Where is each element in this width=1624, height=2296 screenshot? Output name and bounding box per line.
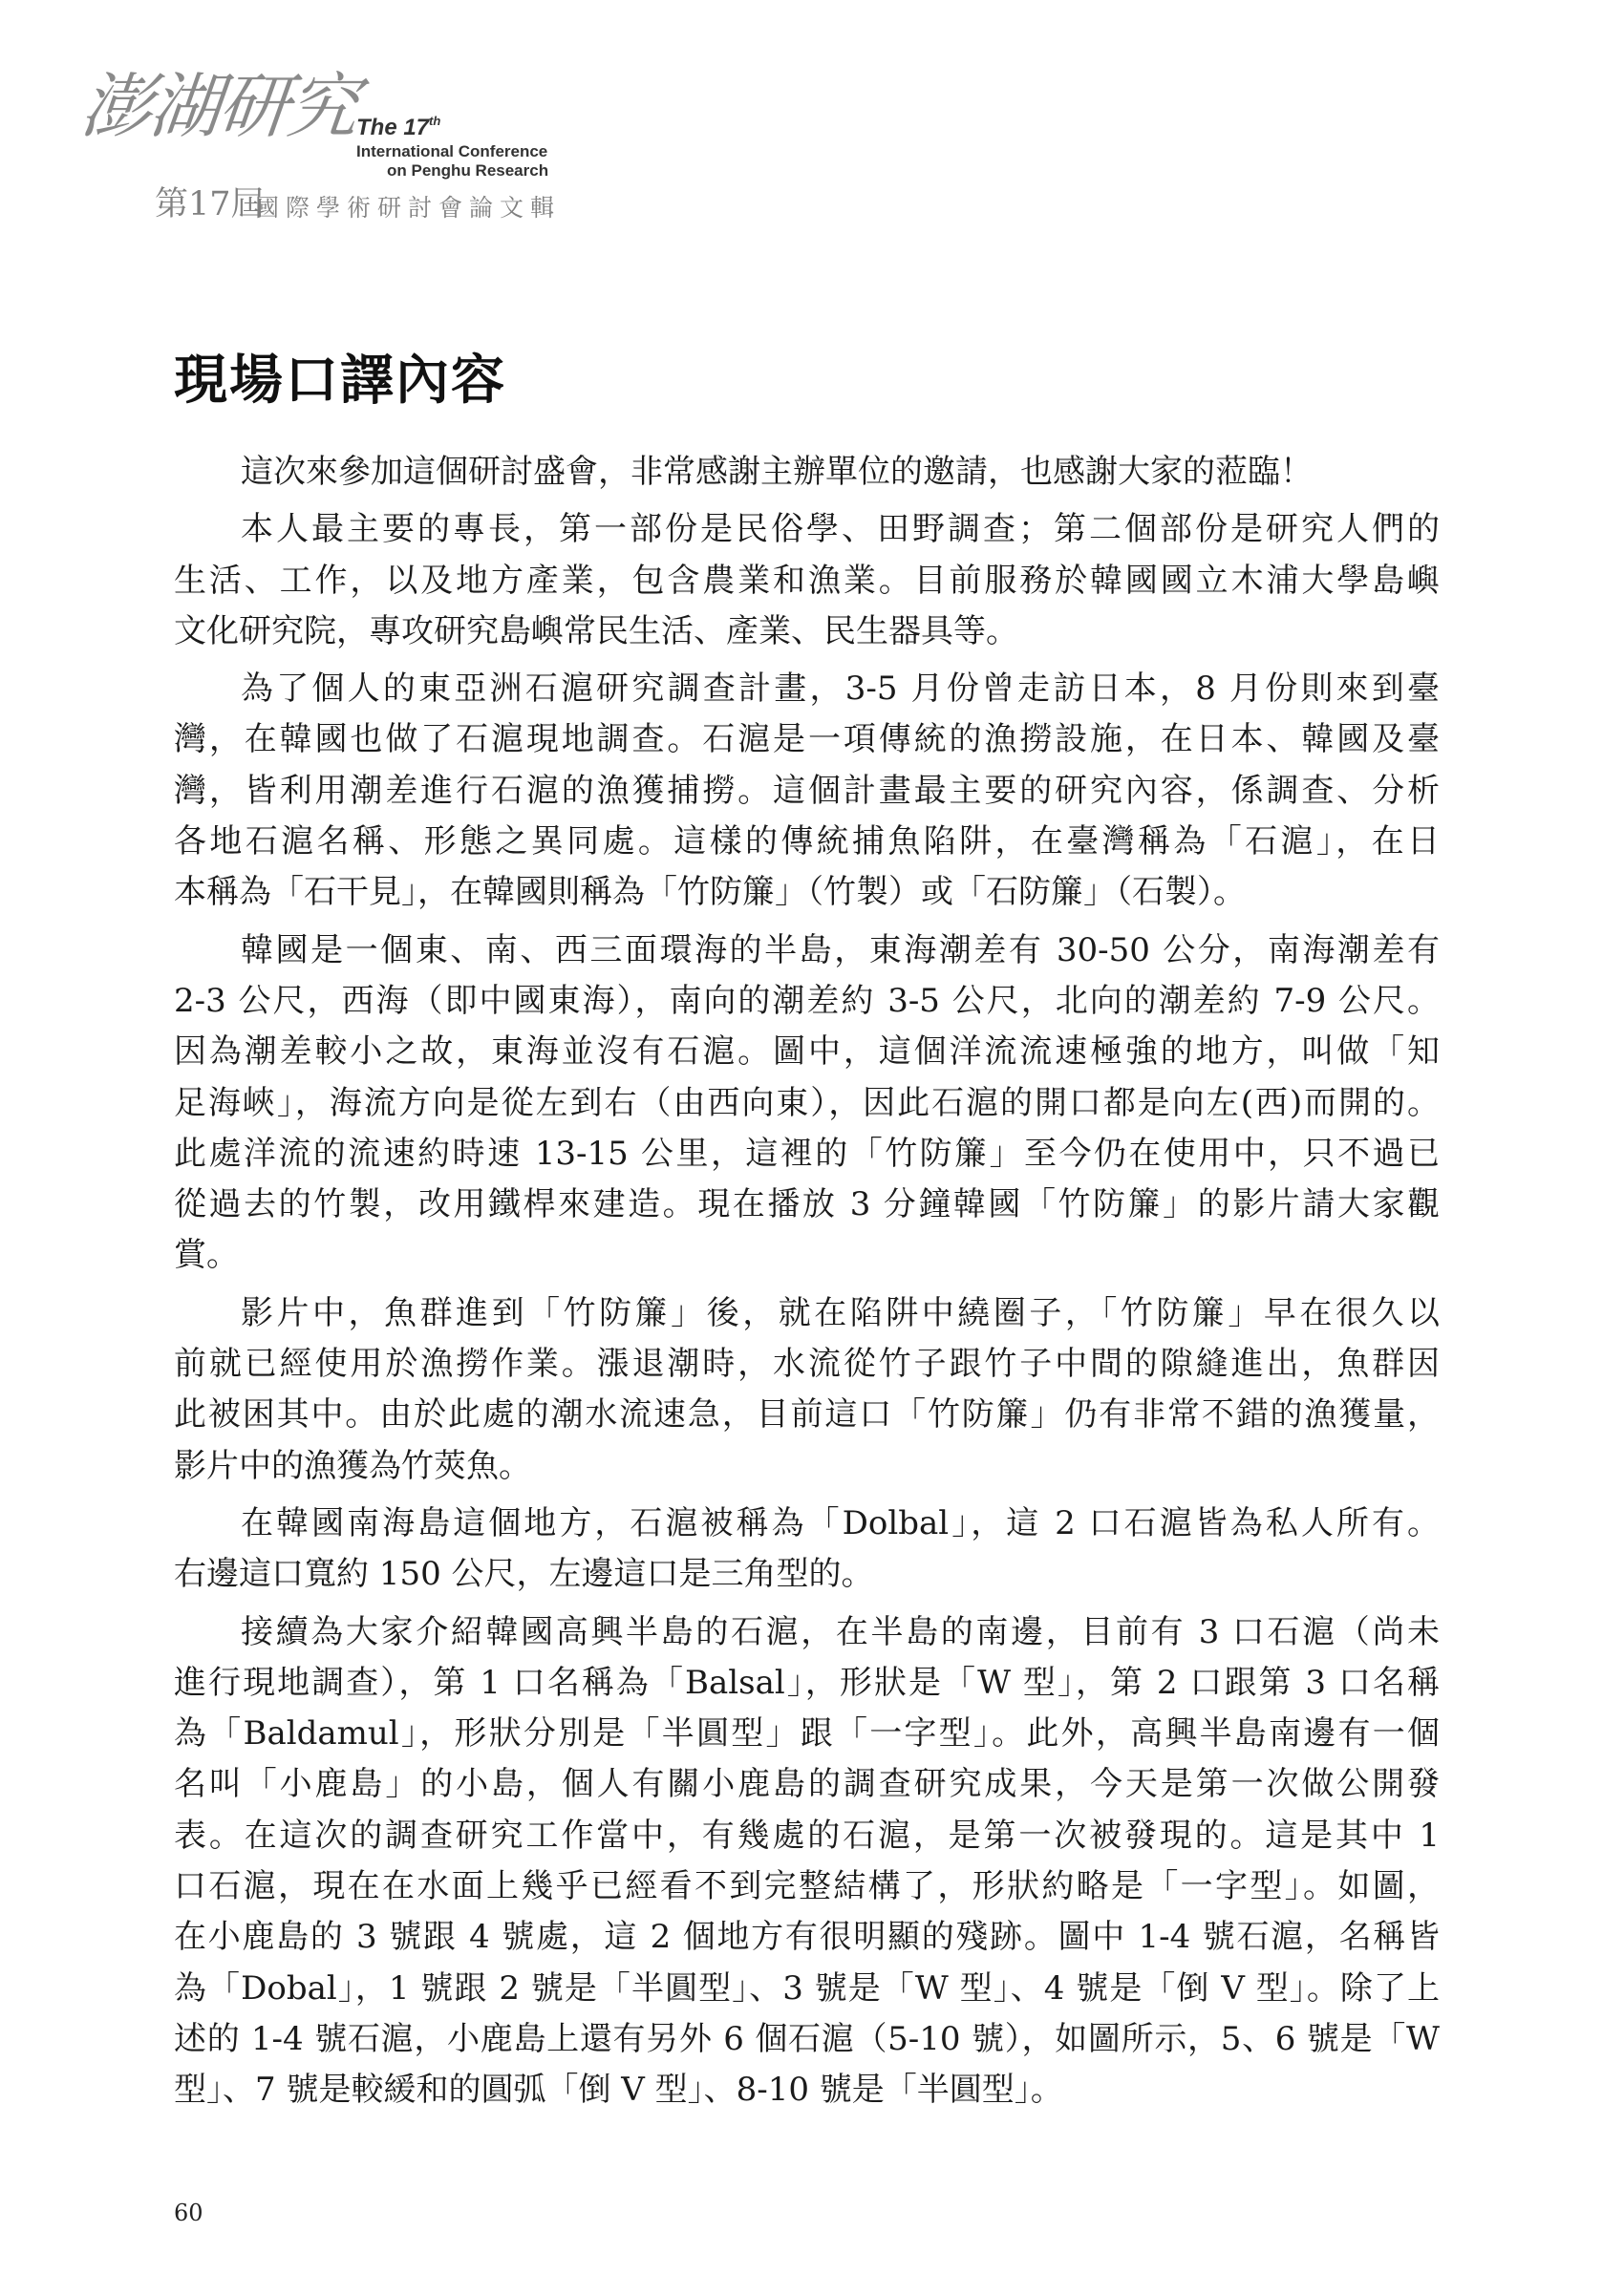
text-line: 2-3 公尺，西海（即中國東海），南向的潮差約 3-5 公尺，北向的潮差約 7-9 公尺。 <box>174 981 1440 1020</box>
text-line: 文化研究院，專攻研究島嶼常民生活、產業、民生器具等。 <box>174 611 1018 650</box>
text-line: 影片中，魚群進到「竹防簾」後，就在陷阱中繞圈子，「竹防簾」早在很久以 <box>241 1293 1440 1332</box>
text-line: 表。在這次的調查研究工作當中，有幾處的石滬，是第一次被發現的。這是其中 1 <box>174 1816 1440 1855</box>
paragraph <box>174 1288 1440 1492</box>
text-line: 在韓國南海島這個地方，石滬被稱為「Dolbal」，這 2 口石滬皆為私人所有。 <box>241 1503 1440 1542</box>
text-line: 這次來參加這個研討盛會，非常感謝主辦單位的邀請，也感謝大家的蒞臨！ <box>241 453 1313 491</box>
text-line: 本人最主要的專長，第一部份是民俗學、田野調查；第二個部份是研究人們的 <box>241 510 1440 549</box>
text-line: 述的 1-4 號石滬，小鹿島上還有另外 6 個石滬（5-10 號），如圖所示，5、6 號是「W <box>174 2019 1440 2058</box>
paragraph <box>174 664 1440 918</box>
text-line: 因為潮差較小之故，東海並沒有石滬。圖中，這個洋流流速極強的地方，叫做「知 <box>174 1032 1440 1072</box>
page-title: 現場口譯內容 <box>174 349 506 412</box>
text-line: 進行現地調查），第 1 口名稱為「Balsal」，形狀是「W 型」，第 2 口跟第 3 口名稱 <box>174 1663 1440 1702</box>
text-line: 名叫「小鹿島」的小島，個人有關小鹿島的調查研究成果，今天是第一次做公開發 <box>174 1765 1440 1804</box>
paragraph <box>174 1499 1440 1601</box>
conference-ordinal <box>356 115 440 141</box>
conference-ordinal-suffix: th <box>429 114 441 128</box>
text-line: 影片中的漁獲為竹莢魚。 <box>174 1446 531 1485</box>
paragraph <box>174 504 1440 657</box>
page-number: 60 <box>174 2200 203 2226</box>
text-line: 口石滬，現在在水面上幾乎已經看不到完整結構了，形狀約略是「一字型」。如圖， <box>174 1867 1440 1906</box>
text-line: 生活、工作，以及地方產業，包含農業和漁業。目前服務於韓國國立木浦大學島嶼 <box>174 561 1440 600</box>
conference-topic-line: on Penghu Research <box>387 161 549 180</box>
text-line: 為了個人的東亞洲石滬研究調查計畫，3-5 月份曾走訪日本，8 月份則來到臺 <box>241 670 1440 709</box>
text-line: 本稱為「石干見」，在韓國則稱為「竹防簾」（竹製）或「石防簾」（石製）。 <box>174 873 1246 912</box>
paragraph <box>174 1607 1440 2116</box>
text-line: 為「Baldamul」，形狀分別是「半圓型」跟「一字型」。此外，高興半島南邊有一個 <box>174 1714 1440 1754</box>
journal-logo-calligraphy: 澎湖研究 <box>76 66 361 148</box>
text-line: 足海峽」，海流方向是從左到右（由西向東），因此石滬的開口都是向左(西)而開的。 <box>174 1083 1440 1122</box>
text-line: 型」、7 號是較緩和的圓弧「倒 V 型」、8-10 號是「半圓型」。 <box>174 2071 1063 2110</box>
article-body <box>174 447 1440 2123</box>
edition-label: 第17屆 <box>155 185 265 223</box>
text-line: 灣，皆利用潮差進行石滬的漁獲捕撈。這個計畫最主要的研究內容，係調查、分析 <box>174 771 1440 810</box>
text-line: 為「Dobal」，1 號跟 2 號是「半圓型」、3 號是「W 型」、4 號是「倒 V 型」。除了上 <box>174 1968 1440 2008</box>
text-line: 賞。 <box>174 1236 239 1275</box>
text-line: 灣，在韓國也做了石滬現地調查。石滬是一項傳統的漁撈設施，在日本、韓國及臺 <box>174 720 1440 759</box>
conference-name-line: International Conference <box>356 142 548 160</box>
conference-ordinal-text: The 17 <box>356 115 430 140</box>
text-line: 韓國是一個東、南、西三面環海的半島，東海潮差有 30-50 公分，南海潮差有 <box>241 930 1440 969</box>
proceedings-subtitle: 國際學術研討會論文輯 <box>255 194 562 222</box>
text-line: 此被困其中。由於此處的潮水流速急，目前這口「竹防簾」仍有非常不錯的漁獲量， <box>174 1395 1440 1435</box>
text-line: 此處洋流的流速約時速 13-15 公里，這裡的「竹防簾」至今仍在使用中，只不過已 <box>174 1134 1440 1173</box>
paragraph <box>174 447 1440 498</box>
text-line: 從過去的竹製，改用鐵桿來建造。現在播放 3 分鐘韓國「竹防簾」的影片請大家觀 <box>174 1185 1440 1224</box>
text-line: 接續為大家介紹韓國高興半島的石滬，在半島的南邊，目前有 3 口石滬（尚未 <box>241 1612 1440 1651</box>
text-line: 前就已經使用於漁撈作業。漲退潮時，水流從竹子跟竹子中間的隙縫進出，魚群因 <box>174 1345 1440 1384</box>
paragraph <box>174 925 1440 1282</box>
text-line: 各地石滬名稱、形態之異同處。這樣的傳統捕魚陷阱，在臺灣稱為「石滬」，在日 <box>174 822 1440 861</box>
text-line: 在小鹿島的 3 號跟 4 號處，這 2 個地方有很明顯的殘跡。圖中 1-4 號石滬，名稱皆 <box>174 1918 1440 1957</box>
text-line: 右邊這口寬約 150 公尺，左邊這口是三角型的。 <box>174 1555 874 1594</box>
